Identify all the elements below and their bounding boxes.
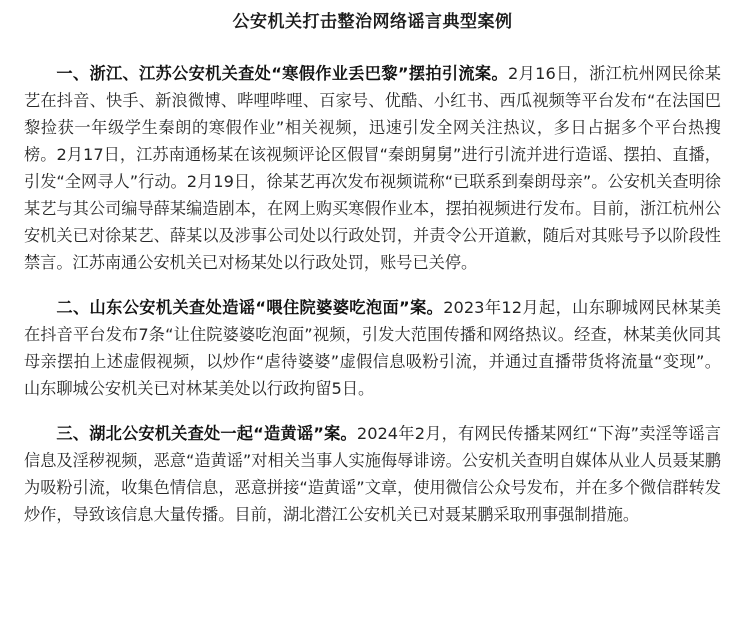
case-paragraph-2	[24, 294, 721, 402]
case-body-2: 2023年12月起，山东聊城网民林某美在抖音平台发布7条“让住院婆婆吃泡面”视频，引发大范围传播和网络热议。经查，林某美伙同其母亲摆拍上述虚假视频，以炒作“虐待婆婆”虚假信息吸粉引流，并通过直播带货将流量“变现”。山东聊城公安机关已对林某美处以行政拘留5日。	[24, 298, 721, 398]
case-paragraph-1	[24, 60, 721, 276]
case-body-3: 2024年2月，有网民传播某网红“下海”卖淫等谣言信息及淫秽视频，恶意“造黄谣”对相关当事人实施侮辱诽谤。公安机关查明自媒体从业人员聂某鹏为吸粉引流，收集色情信息，恶意拼接“造黄谣”文章，使用微信公众号发布，并在多个微信群转发炒作，导致该信息大量传播。目前，湖北潜江公安机关已对聂某鹏采取刑事强制措施。	[24, 424, 721, 524]
case-body-1: 2月16日，浙江杭州网民徐某艺在抖音、快手、新浪微博、哔哩哔哩、百家号、优酷、小红书、西瓜视频等平台发布“在法国巴黎捡获一年级学生秦朗的寒假作业”相关视频，迅速引发全网关注热议，多日占据多个平台热搜榜。2月17日，江苏南通杨某在该视频评论区假冒“秦朗舅舅”进行引流并进行造谣、摆拍、直播，引发“全网寻人”行动。2月19日，徐某艺再次发布视频谎称“已联系到秦朗母亲”。公安机关查明徐某艺与其公司编导薛某编造剧本，在网上购买寒假作业本，摆拍视频进行发布。目前，浙江杭州公安机关已对徐某艺、薛某以及涉事公司处以行政处罚，并责令公开道歉，随后对其账号予以阶段性禁言。江苏南通公安机关已对杨某处以行政处罚，账号已关停。	[24, 64, 721, 272]
case-paragraph-3	[24, 420, 721, 528]
document-title: 公安机关打击整治网络谣言典型案例	[232, 12, 513, 32]
case-heading-1: 一、浙江、江苏公安机关查处“寒假作业丢巴黎”摆拍引流案。	[56, 64, 508, 83]
case-heading-2: 二、山东公安机关查处造谣“喂住院婆婆吃泡面”案。	[56, 298, 444, 317]
case-heading-3: 三、湖北公安机关查处一起“造黄谣”案。	[56, 424, 357, 443]
